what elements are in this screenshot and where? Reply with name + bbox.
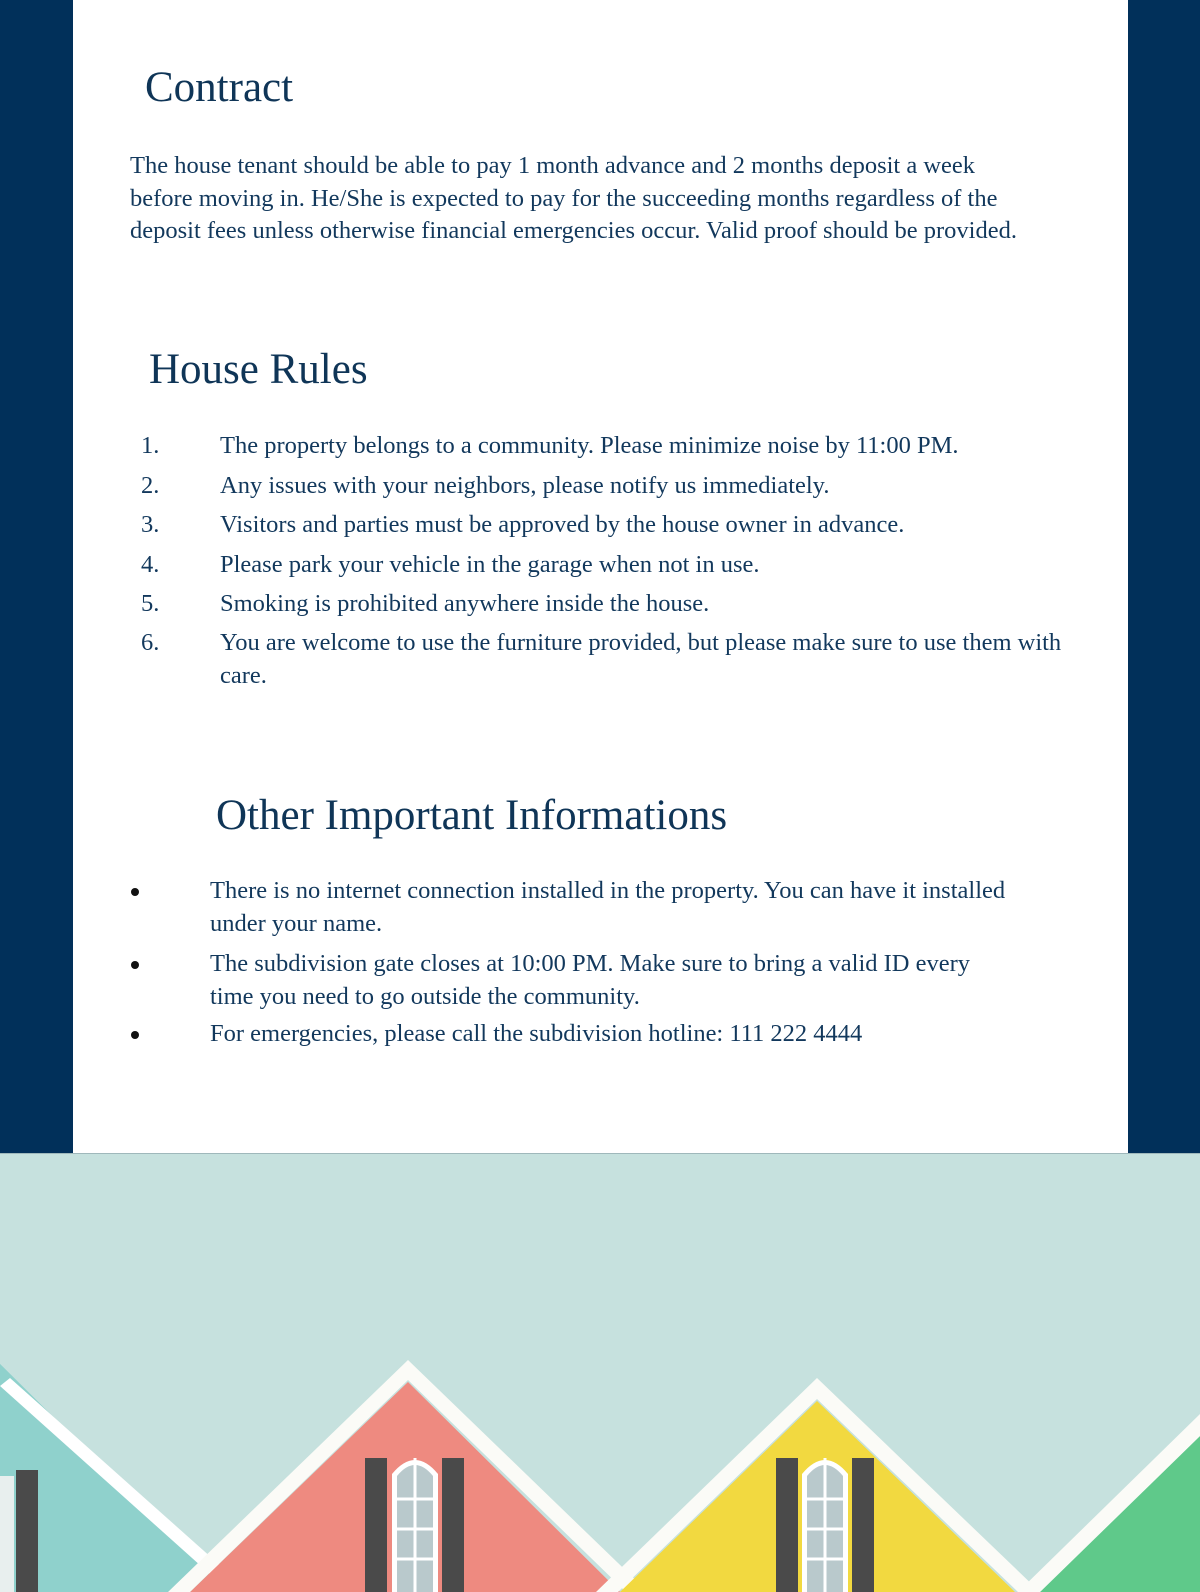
bullet-icon — [131, 961, 139, 969]
rule-number: 5. — [141, 590, 160, 617]
contract-text: The house tenant should be able to pay 1 month advance and 2 months deposit a week before moving in. He/She is expected to pay for the succeeding months regardless of the deposit fees unless otherwise financial emergencies occur. Valid proof should be provided. — [130, 152, 1017, 244]
info-text: For emergencies, please call the subdivision hotline: 111 222 4444 — [210, 1020, 863, 1047]
other-info-heading: Other Important Informations — [216, 792, 728, 839]
bullet-icon — [131, 888, 139, 896]
rule-number: 4. — [141, 551, 160, 578]
rule-number: 3. — [141, 511, 160, 538]
other-info-list — [73, 0, 1128, 1153]
houses-photo — [0, 1153, 1200, 1592]
bullet-icon — [131, 1031, 139, 1039]
red-house-window — [365, 1458, 464, 1592]
rule-text: The property belongs to a community. Please minimize noise by 11:00 PM. — [220, 432, 959, 459]
rule-text: Smoking is prohibited anywhere inside the house. — [220, 590, 710, 617]
house-rules-heading: House Rules — [149, 346, 368, 393]
colorful-houses-illustration — [0, 1154, 1200, 1592]
rule-text: You are welcome to use the furniture provided, but please make sure to use them with care. — [220, 629, 1062, 689]
contract-heading: Contract — [145, 64, 294, 111]
rule-number: 2. — [141, 472, 160, 499]
rule-text: Please park your vehicle in the garage when not in use. — [220, 551, 760, 578]
info-text: There is no internet connection installed in the property. You can have it installed under your name. — [210, 877, 1006, 937]
yellow-house-window — [776, 1458, 874, 1592]
document-page — [73, 0, 1128, 1153]
rule-number: 1. — [141, 432, 160, 459]
info-text: The subdivision gate closes at 10:00 PM. Make sure to bring a valid ID every time you need to go outside the community. — [210, 950, 971, 1010]
teal-window — [0, 1470, 38, 1592]
sky — [0, 1154, 1200, 1592]
rule-text: Any issues with your neighbors, please notify us immediately. — [220, 472, 830, 499]
rule-text: Visitors and parties must be approved by the house owner in advance. — [220, 511, 905, 538]
rule-number: 6. — [141, 629, 160, 656]
